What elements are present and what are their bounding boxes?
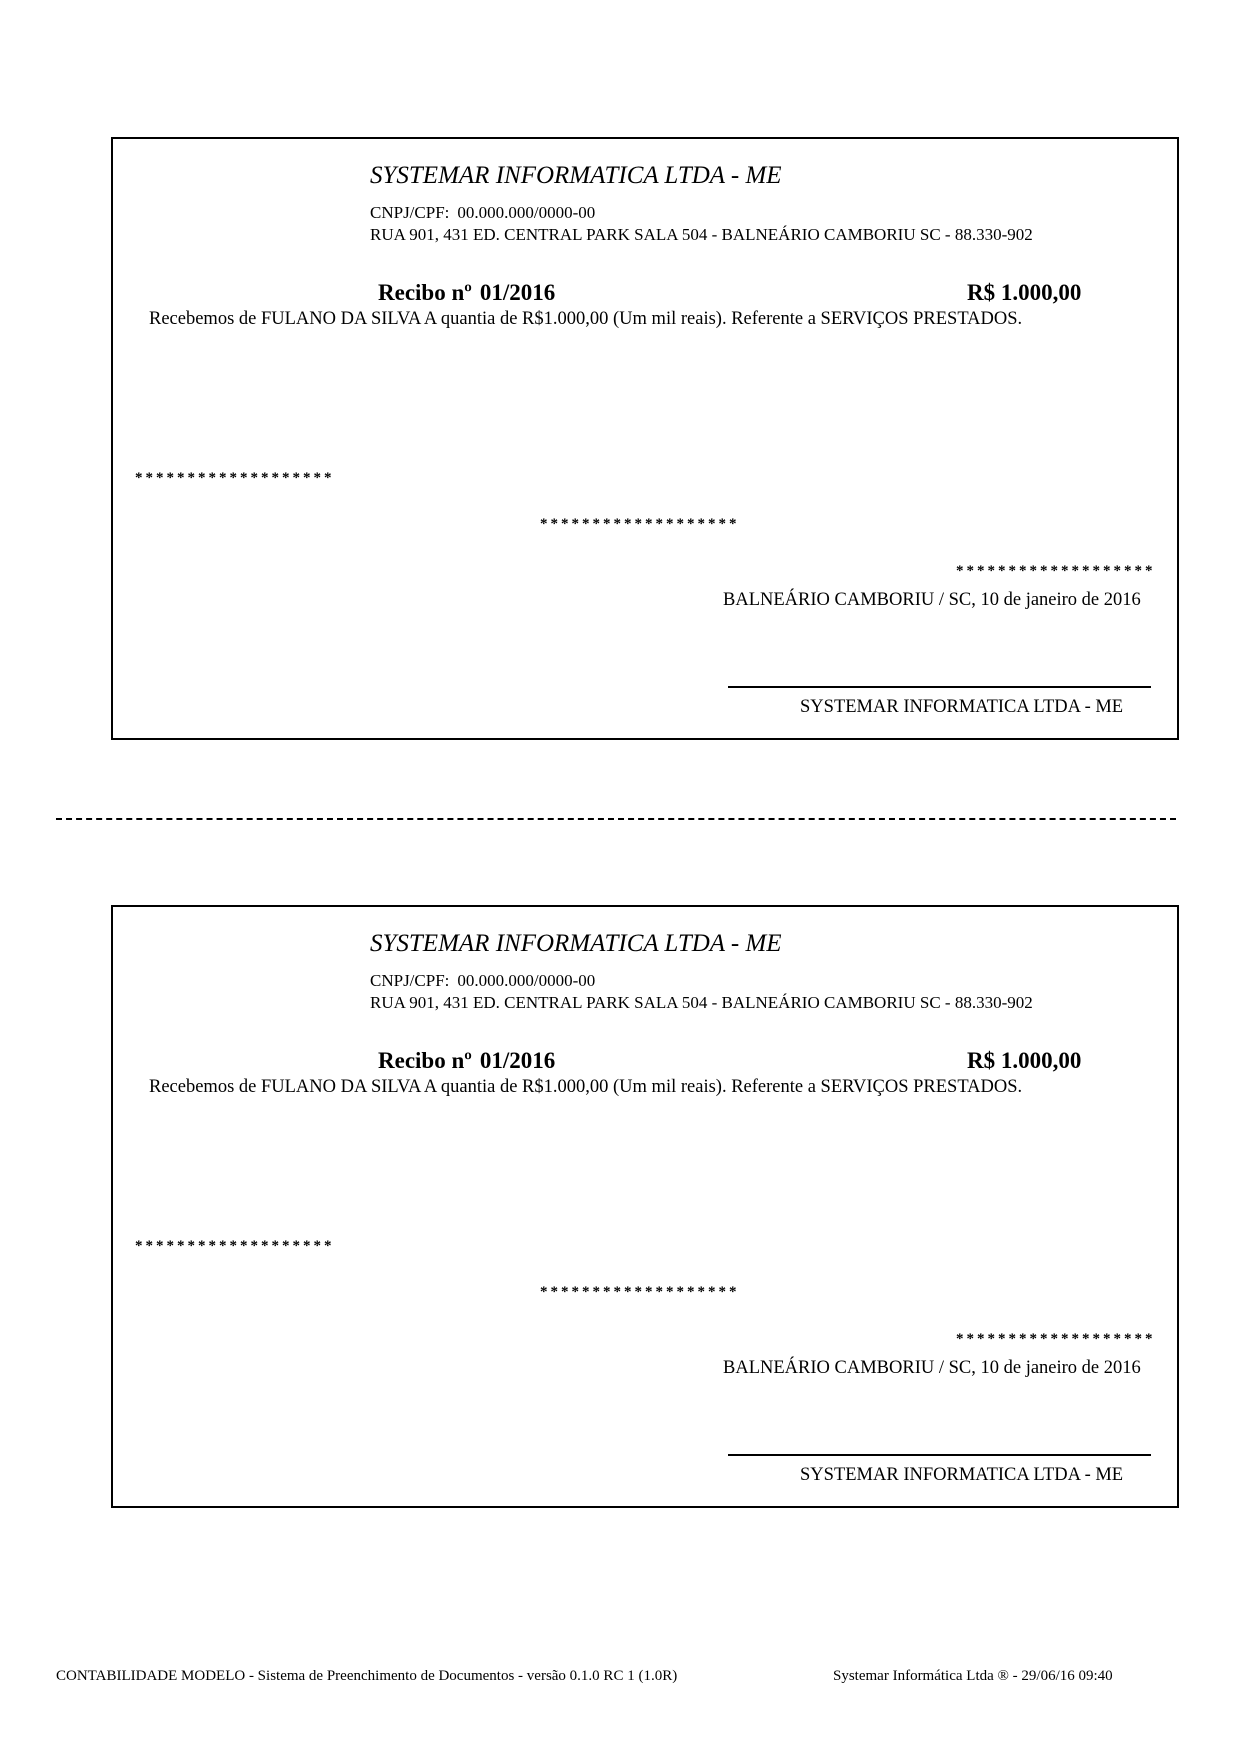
company-name: SYSTEMAR INFORMATICA LTDA - ME bbox=[370, 930, 782, 957]
company-name: SYSTEMAR INFORMATICA LTDA - ME bbox=[370, 162, 782, 189]
company-address: RUA 901, 431 ED. CENTRAL PARK SALA 504 - BALNEÁRIO CAMBORIU SC - 88.330-902 bbox=[370, 993, 1033, 1012]
receipt-amount: R$ 1.000,00 bbox=[967, 280, 1082, 305]
signature-line bbox=[728, 686, 1151, 688]
signature-name: SYSTEMAR INFORMATICA LTDA - ME bbox=[800, 1465, 1124, 1485]
receipt-amount: R$ 1.000,00 bbox=[967, 1048, 1082, 1073]
placeholder-stars-3: ******************* bbox=[956, 1331, 1156, 1347]
receipt-body: Recebemos de FULANO DA SILVA A quantia de R$1.000,00 (Um mil reais). Referente a SERVIÇOS PRESTADOS. bbox=[149, 1077, 1023, 1097]
receipt-copy-1 bbox=[111, 137, 1179, 740]
footer-system-info: CONTABILIDADE MODELO - Sistema de Preenchimento de Documentos - versão 0.1.0 RC 1 (1.0R) bbox=[56, 1668, 678, 1684]
cnpj-label: CNPJ/CPF: bbox=[370, 971, 450, 990]
receipt-label: Recibo nº bbox=[378, 280, 472, 305]
receipt-copy-2 bbox=[111, 905, 1179, 1508]
receipt-title bbox=[378, 280, 555, 306]
receipt-number: 01/2016 bbox=[479, 280, 556, 305]
receipt-title bbox=[378, 1048, 555, 1074]
footer-company-timestamp: Systemar Informática Ltda ® - 29/06/16 09:40 bbox=[833, 1668, 1113, 1684]
placeholder-stars-3: ******************* bbox=[956, 563, 1156, 579]
receipt-body: Recebemos de FULANO DA SILVA A quantia de R$1.000,00 (Um mil reais). Referente a SERVIÇOS PRESTADOS. bbox=[149, 309, 1023, 329]
signature-name: SYSTEMAR INFORMATICA LTDA - ME bbox=[800, 697, 1124, 717]
place-date: BALNEÁRIO CAMBORIU / SC, 10 de janeiro de 2016 bbox=[723, 1358, 1141, 1378]
placeholder-stars-2: ******************* bbox=[540, 1284, 740, 1300]
company-address: RUA 901, 431 ED. CENTRAL PARK SALA 504 - BALNEÁRIO CAMBORIU SC - 88.330-902 bbox=[370, 225, 1033, 244]
cut-line bbox=[56, 818, 1176, 820]
placeholder-stars-2: ******************* bbox=[540, 516, 740, 532]
cnpj-label: CNPJ/CPF: bbox=[370, 203, 450, 222]
cnpj-line bbox=[370, 203, 595, 223]
cnpj-value: 00.000.000/0000-00 bbox=[457, 203, 596, 222]
cnpj-line bbox=[370, 971, 595, 991]
placeholder-stars-1: ******************* bbox=[135, 1238, 335, 1254]
cnpj-value: 00.000.000/0000-00 bbox=[457, 971, 596, 990]
place-date: BALNEÁRIO CAMBORIU / SC, 10 de janeiro de 2016 bbox=[723, 590, 1141, 610]
receipt-label: Recibo nº bbox=[378, 1048, 472, 1073]
signature-line bbox=[728, 1454, 1151, 1456]
placeholder-stars-1: ******************* bbox=[135, 470, 335, 486]
receipt-number: 01/2016 bbox=[479, 1048, 556, 1073]
